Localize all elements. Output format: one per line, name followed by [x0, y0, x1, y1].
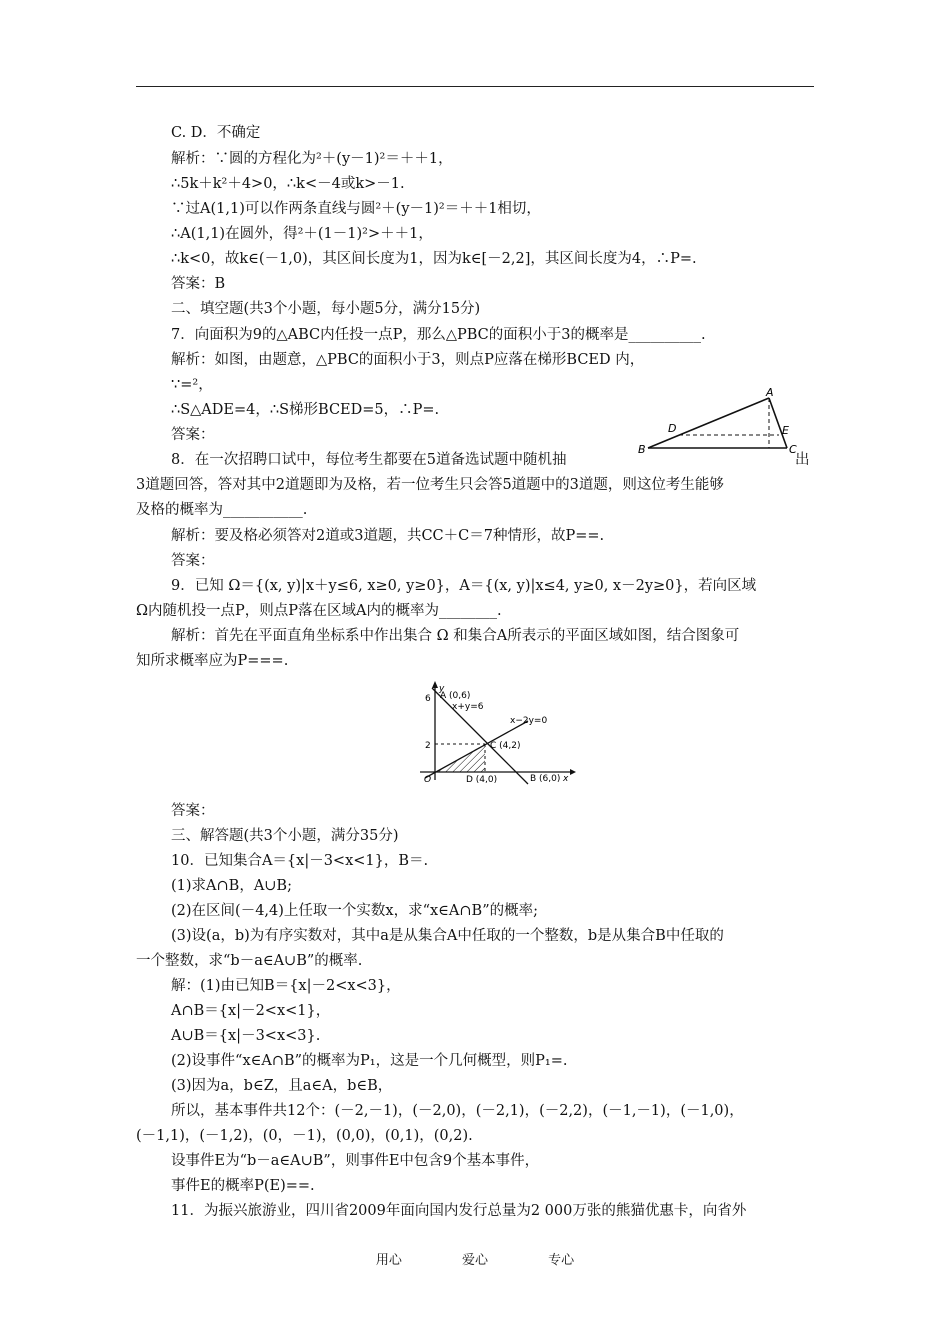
label-6: 6	[425, 694, 431, 704]
text-line: ∵=²，	[171, 377, 213, 393]
label-c: C (4,2)	[490, 741, 521, 751]
label-b: B (6,0)	[530, 774, 561, 784]
text-line: 解析：∵圆的方程化为²＋(y－1)²＝＋＋1，	[171, 151, 453, 167]
region-figure	[410, 680, 580, 786]
text-line: 出	[795, 452, 810, 468]
label-y: y	[439, 684, 445, 694]
answer-line: 答案：	[171, 803, 215, 819]
label-x-minus-2y: x−2y=0	[510, 716, 548, 726]
text-line: Ω内随机投一点P，则点P落在区域A内的概率为________.	[136, 603, 502, 619]
text-line: 知所求概率应为P===.	[136, 653, 289, 669]
text-line: ∴A(1,1)在圆外，得²＋(1－1)²>＋＋1，	[171, 226, 433, 242]
triangle-figure	[632, 386, 812, 456]
text-line: 所以，基本事件共12个：(－2,－1)，(－2,0)，(－2,1)，(－2,2)，(－1,－1)，(－1,0)，	[171, 1103, 744, 1119]
text-line: ∴k<0，故k∈(－1,0)，其区间长度为1，因为k∈[－2,2]，其区间长度为4，∴P=.	[171, 251, 697, 267]
question-9: 9．已知 Ω＝{(x, y)|x＋y≤6, x≥0, y≥0}，A＝{(x, y)|x≤4, y≥0, x－2y≥0}，若向区域	[171, 578, 757, 594]
text-line: 3道题回答，答对其中2道题即为及格，若一位考生只会答5道题中的3道题，则这位考生能够	[136, 477, 724, 493]
section-heading: 二、填空题(共3个小题，每小题5分，满分15分)	[171, 301, 481, 317]
label-d: D (4,0)	[466, 775, 498, 785]
label-b: B	[638, 443, 646, 456]
text-line: (3)设(a，b)为有序实数对，其中a是从集合A中任取的一个整数，b是从集合B中任取的	[171, 928, 724, 944]
text-line: 解析：首先在平面直角坐标系中作出集合 Ω 和集合A所表示的平面区域如图，结合图象可	[171, 628, 740, 644]
text-line: 设事件E为“b－a∈A∪B”，则事件E中包含9个基本事件，	[171, 1153, 540, 1169]
text-line: ∴5k＋k²＋4>0，∴k<－4或k>－1.	[171, 176, 405, 192]
text-line: (2)在区间(－4,4)上任取一个实数x，求“x∈A∩B”的概率;	[171, 903, 538, 919]
footer-item: 专心	[548, 1253, 575, 1268]
header-rule	[136, 86, 814, 87]
label-o: O	[424, 775, 432, 785]
answer-line: 答案：	[171, 553, 215, 569]
question-11: 11．为振兴旅游业，四川省2009年面向国内发行总量为2 000万张的熊猫优惠卡，向省外	[171, 1203, 747, 1219]
label-d: D	[668, 422, 677, 435]
text-line: (2)设事件“x∈A∩B”的概率为P₁，这是一个几何概型，则P₁=.	[171, 1053, 568, 1069]
label-a: A (0,6)	[440, 691, 471, 701]
text-line: 事件E的概率P(E)==.	[171, 1178, 315, 1194]
label-a: A	[766, 386, 774, 399]
text-line: (3)因为a，b∈Z，且a∈A，b∈B，	[171, 1078, 393, 1094]
text-line: 解析：要及格必须答对2道或3道题，共CC＋C＝7种情形，故P==.	[171, 528, 605, 544]
page-footer	[0, 1249, 950, 1268]
text-line: 一个整数，求“b－a∈A∪B”的概率.	[136, 953, 363, 969]
text-line: 解析：如图，由题意，△PBC的面积小于3，则点P应落在梯形BCED 内，	[171, 352, 645, 368]
label-x-plus-y: x+y=6	[452, 702, 484, 712]
label-c: C	[789, 443, 797, 456]
text-line: 解：(1)由已知B＝{x|－2<x<3}，	[171, 978, 401, 994]
answer-line: 答案：	[171, 427, 215, 443]
question-7: 7．向面积为9的△ABC内任投一点P，那么△PBC的面积小于3的概率是__________.	[171, 327, 706, 343]
footer-item: 用心	[375, 1253, 402, 1268]
text-line: ∴S△ADE=4，∴S梯形BCED=5，∴P=.	[171, 402, 440, 418]
text-line: 及格的概率为___________.	[136, 502, 308, 518]
question-8: 8．在一次招聘口试中，每位考生都要在5道备选试题中随机抽	[171, 452, 567, 468]
label-x: x	[563, 774, 569, 784]
text-line: A∪B＝{x|－3<x<3}.	[171, 1028, 321, 1044]
text-line: ∵过A(1,1)可以作两条直线与圆²＋(y－1)²＝＋＋1相切，	[171, 201, 541, 217]
text-line: A∩B＝{x|－2<x<1}，	[171, 1003, 331, 1019]
y-axis-arrow	[432, 681, 438, 688]
option-c-d: C. D．不确定	[171, 125, 261, 141]
footer-item: 爱心	[461, 1253, 488, 1268]
text-line: (－1,1)，(－1,2)，(0，－1)，(0,0)，(0,1)，(0,2).	[136, 1128, 473, 1144]
label-2: 2	[425, 741, 431, 751]
x-axis-arrow	[570, 769, 576, 775]
triangle-side-ac	[769, 398, 787, 448]
question-10: 10．已知集合A＝{x|－3<x<1}，B＝.	[171, 853, 429, 869]
answer-line: 答案：B	[171, 276, 226, 292]
text-line: (1)求A∩B，A∪B;	[171, 878, 292, 894]
label-e: E	[782, 424, 789, 437]
triangle-side-ab	[648, 398, 769, 448]
section-heading: 三、解答题(共3个小题，满分35分)	[171, 828, 399, 844]
